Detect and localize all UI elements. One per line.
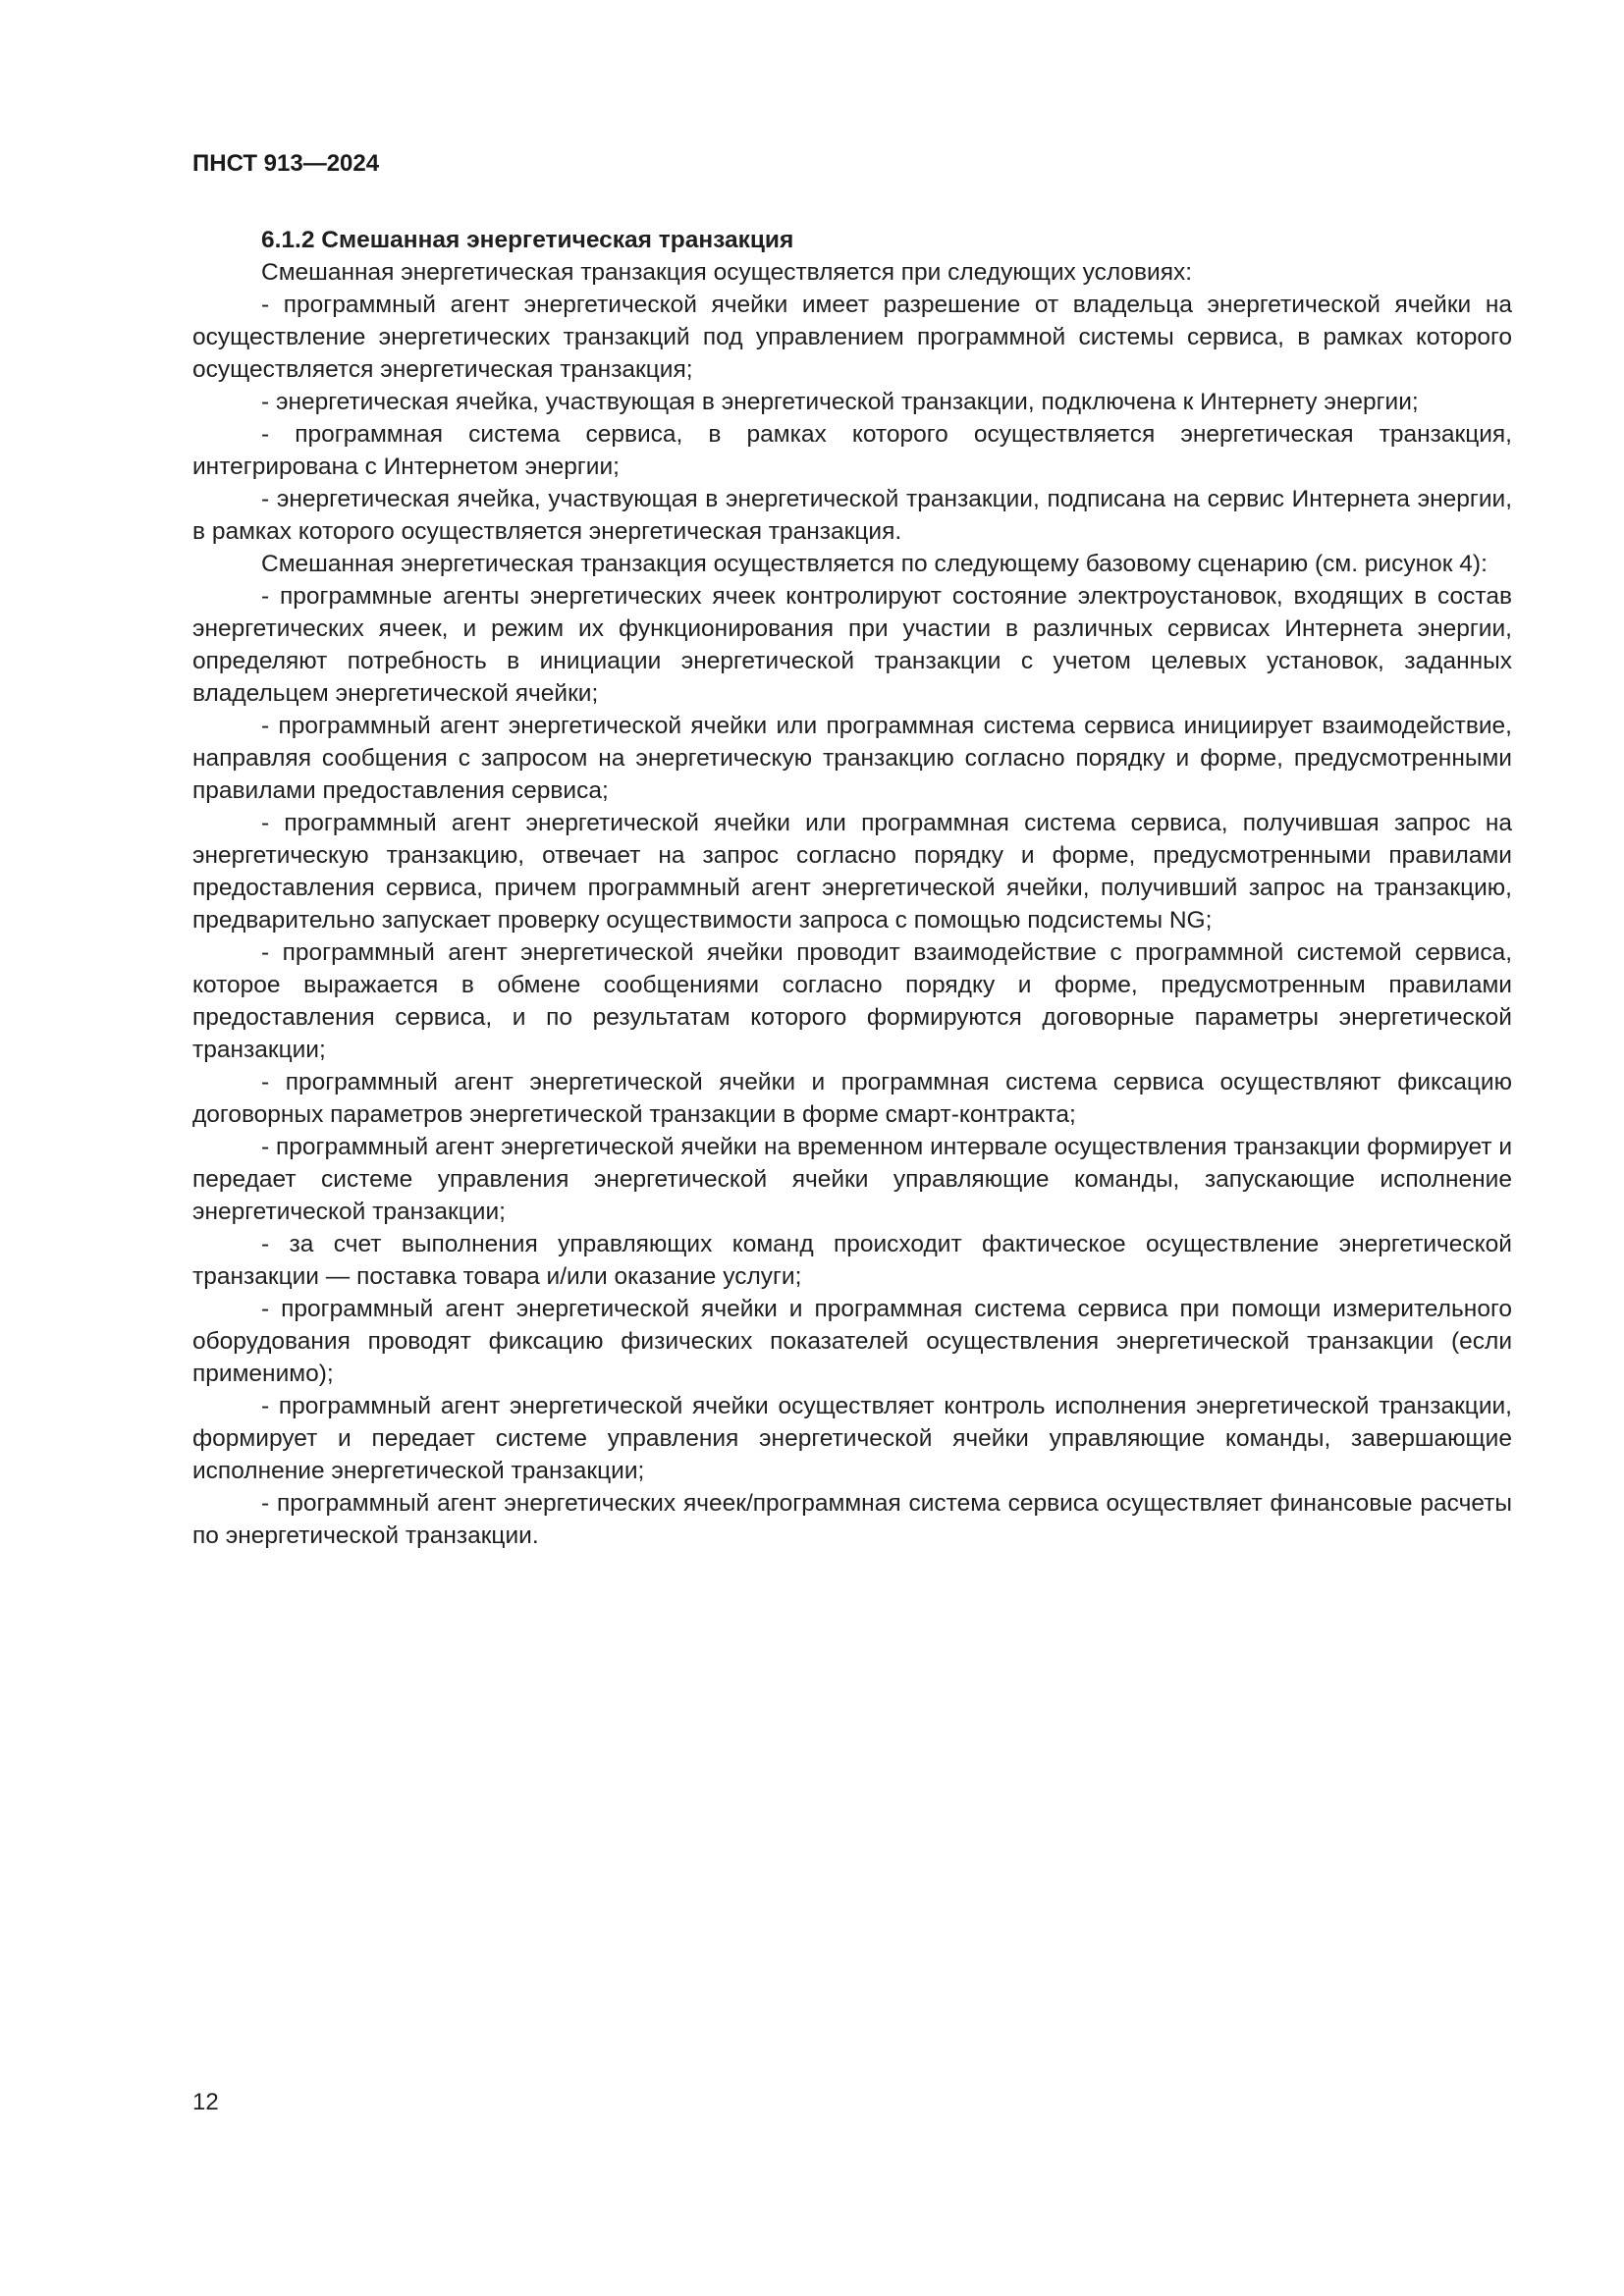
paragraph: Смешанная энергетическая транзакция осуществляется при следующих условиях: bbox=[261, 259, 1193, 286]
document-code-header: ПНСТ 913—2024 bbox=[192, 150, 380, 177]
list-item: - программный агент энергетической ячейки проводит взаимодействие с программной системой сервиса, которое выражается в обмене сообщениями согласно порядку и форме, предусмотренным правилами предоставления сервиса, и по результатам которого формируются договорные параметры энергетической транзакции; bbox=[192, 939, 1512, 1063]
list-item: - программный агент энергетических ячеек/программная система сервиса осуществляет финансовые расчеты по энергетической транзакции. bbox=[192, 1490, 1512, 1549]
list-item: - энергетическая ячейка, участвующая в энергетической транзакции, подключена к Интернету энергии; bbox=[261, 389, 1419, 415]
paragraph: Смешанная энергетическая транзакция осуществляется по следующему базовому сценарию (см. рисунок 4): bbox=[261, 551, 1488, 577]
list-item: - программный агент энергетической ячейки имеет разрешение от владельца энергетической ячейки на осуществление энергетических транзакций под управлением программной системы сервиса, в рамках которого осуществляется энергетическая транзакция; bbox=[192, 292, 1512, 383]
list-item: - программный агент энергетической ячейки и программная система сервиса осуществляют фиксацию договорных параметров энергетической транзакции в форме смарт-контракта; bbox=[192, 1069, 1512, 1128]
list-item: - программный агент энергетической ячейки осуществляет контроль исполнения энергетической транзакции, формирует и передает системе управления энергетической ячейки управляющие команды, завершающие исполнение энергетической транзакции; bbox=[192, 1393, 1512, 1484]
list-item: - программные агенты энергетических ячеек контролируют состояние электроустановок, входящих в состав энергетических ячеек, и режим их функционирования при участии в различных сервисах Интернета энергии, определяют потребность в инициации энергетической транзакции с учетом целевых установок, заданных владельцем энергетической ячейки; bbox=[192, 583, 1512, 707]
list-item: - программный агент энергетической ячейки и программная система сервиса при помощи измерительного оборудования проводят фиксацию физических показателей осуществления энергетической транзакции (если применимо); bbox=[192, 1296, 1512, 1387]
list-item: - энергетическая ячейка, участвующая в энергетической транзакции, подписана на сервис Интернета энергии, в рамках которого осуществляется энергетическая транзакция. bbox=[192, 486, 1512, 545]
list-item: - программный агент энергетической ячейки на временном интервале осуществления транзакции формирует и передает системе управления энергетической ячейки управляющие команды, запускающие исполнение энергетической транзакции; bbox=[192, 1134, 1512, 1225]
section-body bbox=[192, 224, 1512, 1552]
page-number: 12 bbox=[192, 2089, 219, 2115]
list-item: - за счет выполнения управляющих команд происходит фактическое осуществление энергетической транзакции — поставка товара и/или оказание услуги; bbox=[192, 1231, 1512, 1290]
list-item: - программный агент энергетической ячейки или программная система сервиса, получившая запрос на энергетическую транзакцию, отвечает на запрос согласно порядку и форме, предусмотренными правилами предоставления сервиса, причем программный агент энергетической ячейки, получивший запрос на транзакцию, предварительно запускает проверку осуществимости запроса с помощью подсистемы NG; bbox=[192, 810, 1512, 934]
section-title: 6.1.2 Смешанная энергетическая транзакция bbox=[261, 227, 794, 253]
list-item: - программный агент энергетической ячейки или программная система сервиса инициирует взаимодействие, направляя сообщения с запросом на энергетическую транзакцию согласно порядку и форме, предусмотренными правилами предоставления сервиса; bbox=[192, 713, 1512, 804]
list-item: - программная система сервиса, в рамках которого осуществляется энергетическая транзакция, интегрирована с Интернетом энергии; bbox=[192, 421, 1512, 480]
